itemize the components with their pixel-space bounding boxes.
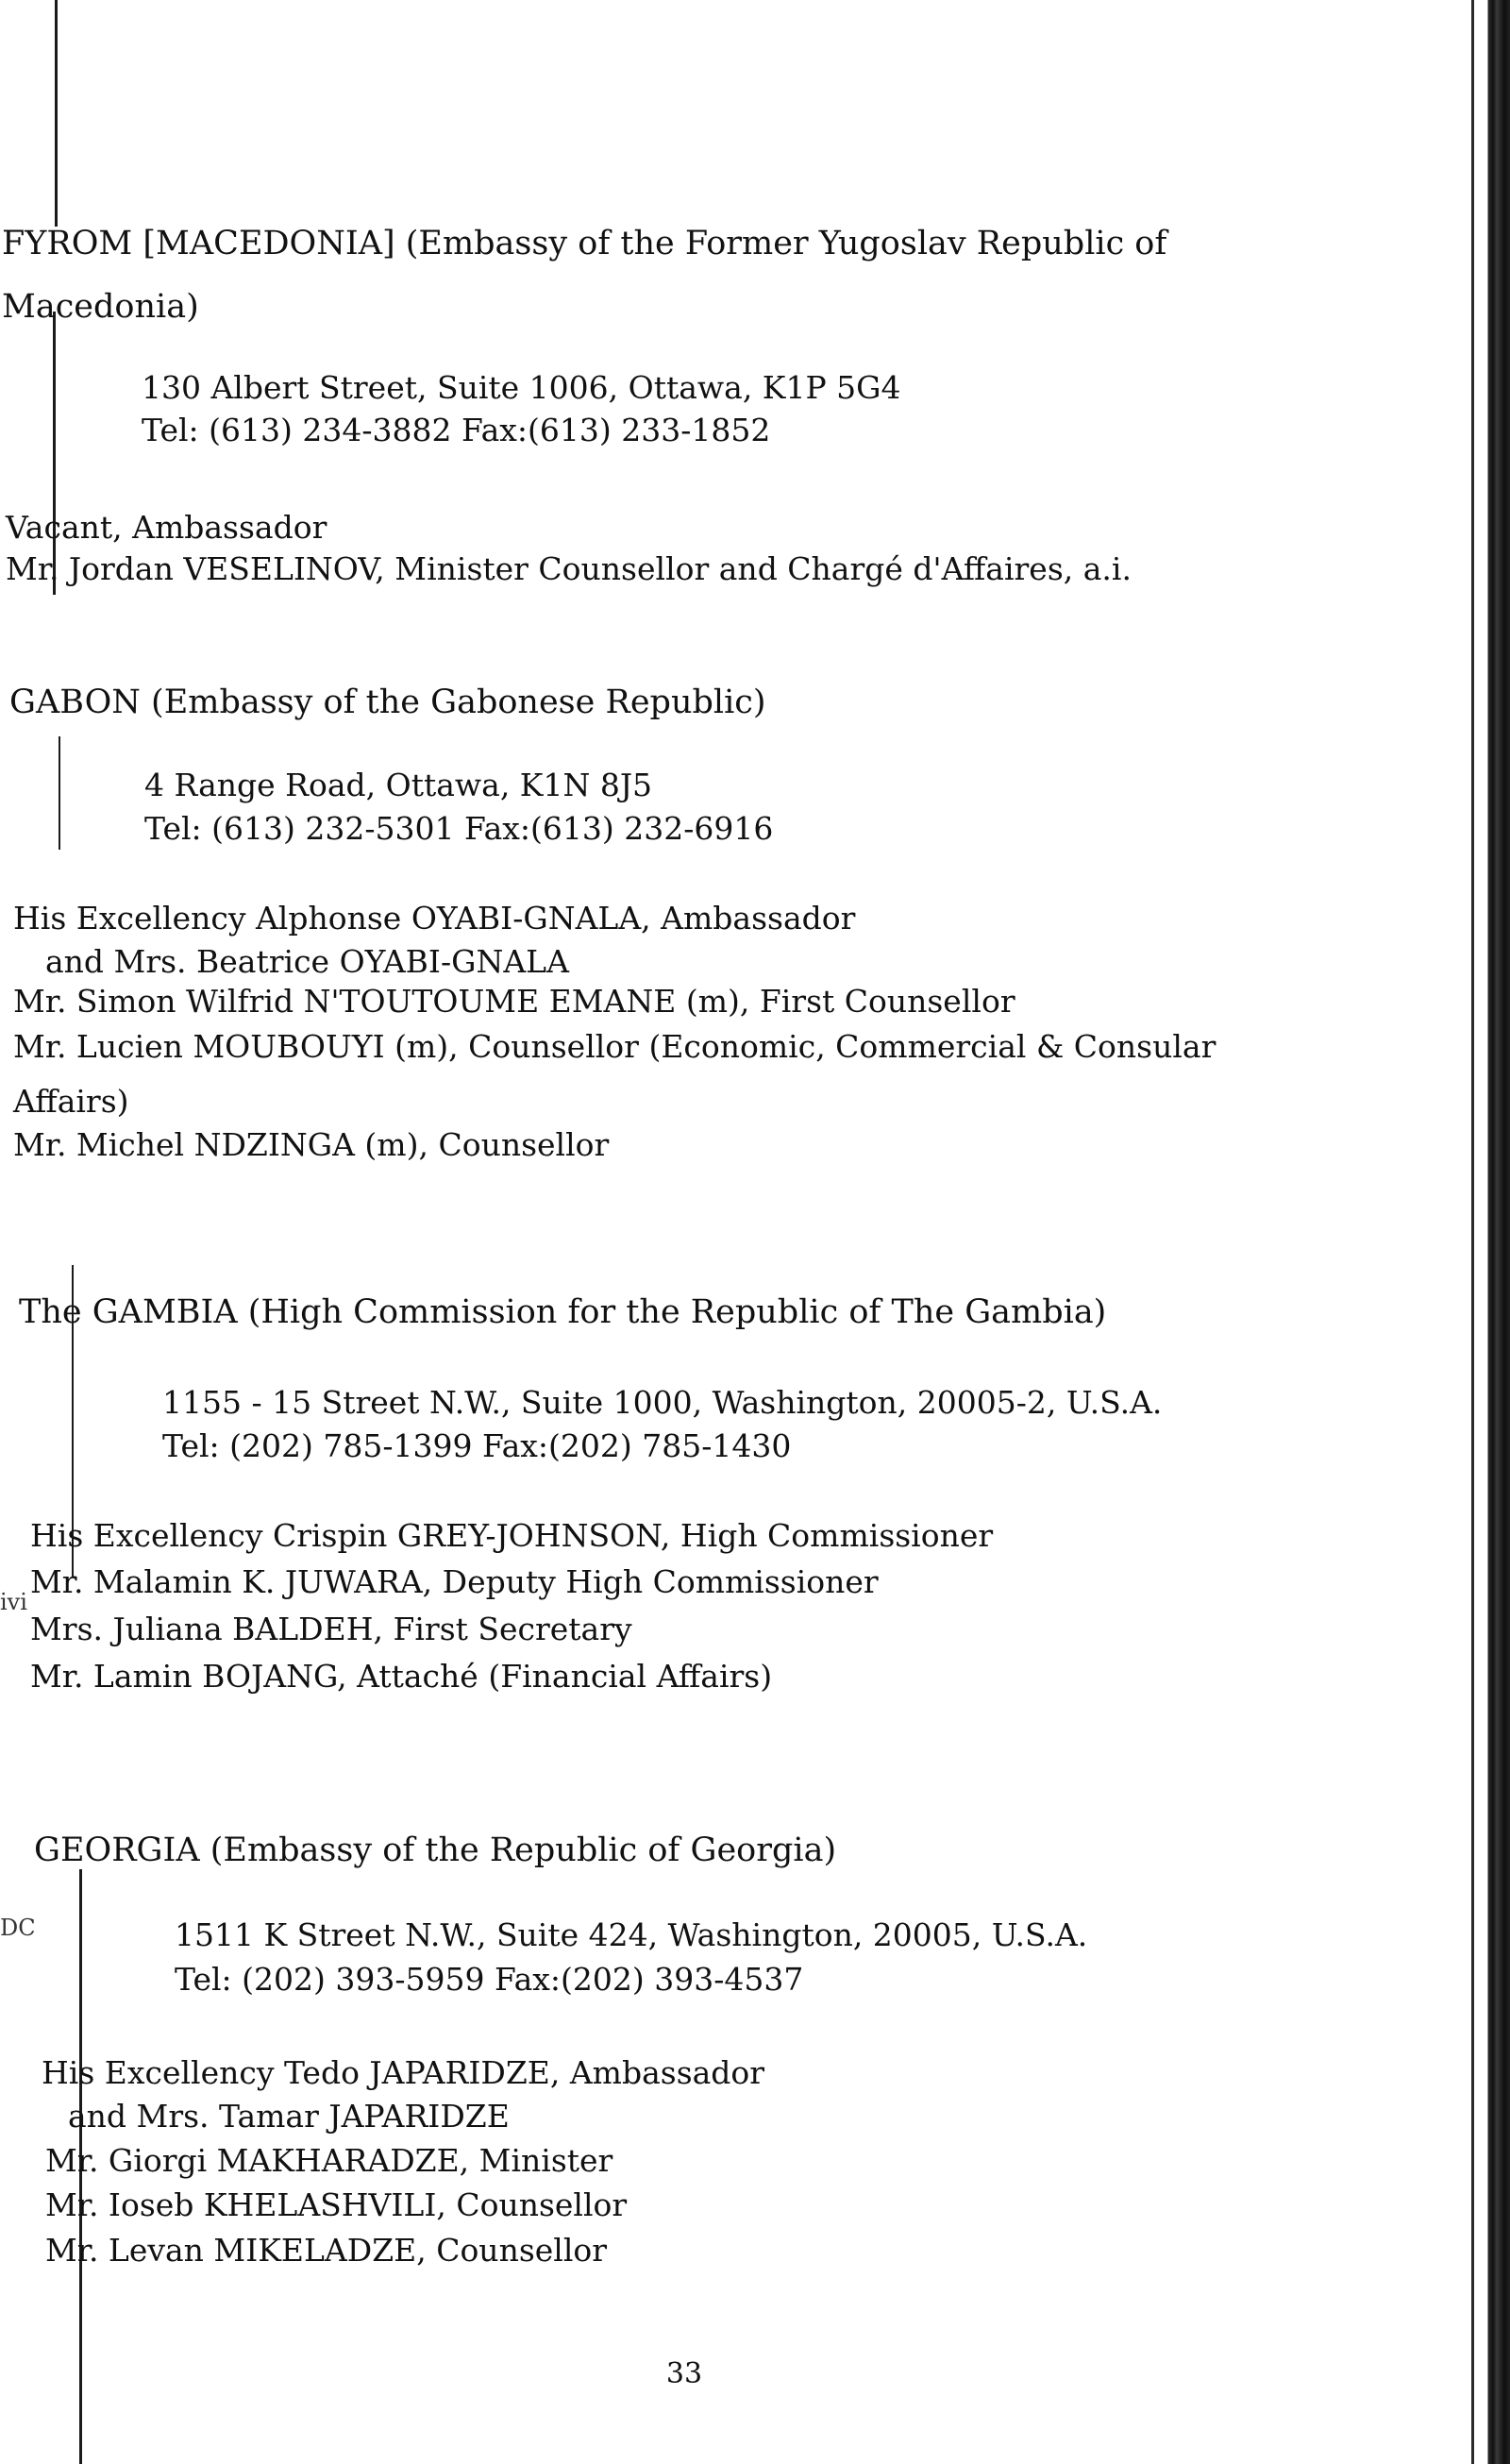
staff-entry: Mr. Jordan VESELINOV, Minister Counsellor and Chargé d'Affaires, a.i.: [6, 550, 1132, 587]
section-heading: GEORGIA (Embassy of the Republic of Georgia): [34, 1831, 837, 1869]
margin-mark: ivi: [0, 1589, 27, 1615]
scan-margin-line: [55, 0, 58, 227]
staff-entry: Mr. Lamin BOJANG, Attaché (Financial Affairs): [30, 1658, 773, 1695]
address: 130 Albert Street, Suite 1006, Ottawa, K1P 5G4: [142, 369, 901, 406]
staff-entry: Mr. Giorgi MAKHARADZE, Minister: [45, 2142, 613, 2179]
scan-edge: [1484, 0, 1510, 2464]
section-heading: FYROM [MACEDONIA] (Embassy of the Former Yugoslav Republic of: [2, 225, 1167, 262]
staff-entry: Mr. Malamin K. JUWARA, Deputy High Commissioner: [30, 1563, 879, 1600]
address: 1511 K Street N.W., Suite 424, Washington, 20005, U.S.A.: [175, 1916, 1088, 1953]
staff-entry: His Excellency Crispin GREY-JOHNSON, High Commissioner: [30, 1517, 994, 1554]
page-number: 33: [665, 2357, 703, 2390]
phone-fax: Tel: (613) 232-5301 Fax:(613) 232-6916: [144, 810, 774, 847]
staff-entry: and Mrs. Tamar JAPARIDZE: [68, 2098, 510, 2135]
staff-entry: Mr. Michel NDZINGA (m), Counsellor: [13, 1126, 610, 1163]
staff-entry: His Excellency Tedo JAPARIDZE, Ambassador: [42, 2054, 765, 2091]
staff-entry: Mrs. Juliana BALDEH, First Secretary: [30, 1611, 632, 1647]
section-heading-continued: Macedonia): [2, 288, 199, 326]
staff-entry: and Mrs. Beatrice OYABI-GNALA: [45, 943, 569, 980]
staff-entry: Mr. Simon Wilfrid N'TOUTOUME EMANE (m), First Counsellor: [13, 983, 1015, 1020]
staff-entry: Mr. Ioseb KHELASHVILI, Counsellor: [45, 2186, 628, 2223]
margin-mark: DC: [0, 1915, 36, 1941]
address: 4 Range Road, Ottawa, K1N 8J5: [144, 767, 653, 803]
staff-entry: Mr. Lucien MOUBOUYI (m), Counsellor (Economic, Commercial & Consular: [13, 1028, 1216, 1065]
staff-entry: Mr. Levan MIKELADZE, Counsellor: [45, 2232, 608, 2269]
phone-fax: Tel: (202) 785-1399 Fax:(202) 785-1430: [162, 1427, 792, 1464]
section-heading: The GAMBIA (High Commission for the Republic of The Gambia): [19, 1293, 1107, 1331]
phone-fax: Tel: (202) 393-5959 Fax:(202) 393-4537: [175, 1961, 804, 1998]
scan-edge: [1471, 0, 1474, 2464]
staff-entry: Vacant, Ambassador: [6, 509, 327, 546]
address: 1155 - 15 Street N.W., Suite 1000, Washington, 20005-2, U.S.A.: [162, 1384, 1163, 1421]
scan-margin-line: [59, 736, 60, 850]
staff-entry: His Excellency Alphonse OYABI-GNALA, Ambassador: [13, 900, 856, 937]
phone-fax: Tel: (613) 234-3882 Fax:(613) 233-1852: [142, 412, 771, 448]
section-heading: GABON (Embassy of the Gabonese Republic): [9, 684, 766, 721]
staff-entry-continued: Affairs): [13, 1083, 129, 1120]
